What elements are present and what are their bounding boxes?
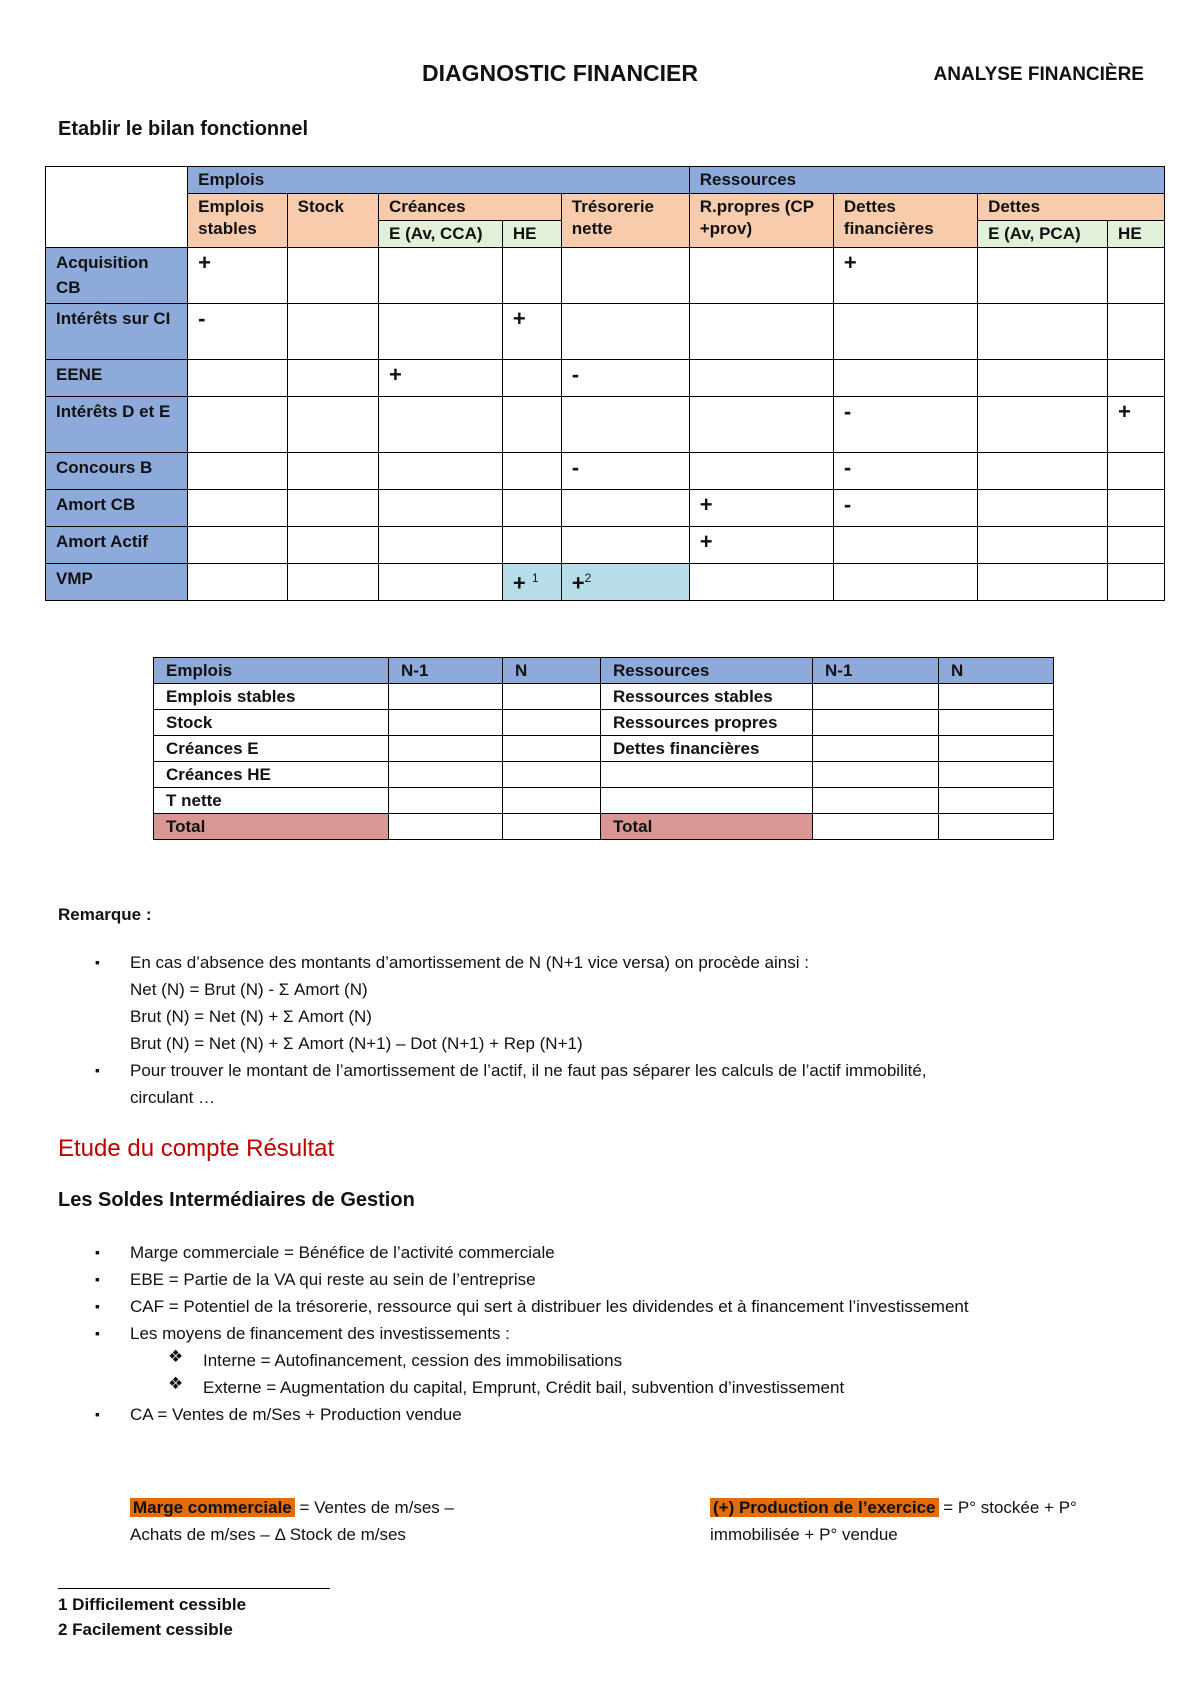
- cell: +: [689, 527, 833, 564]
- cell: [978, 248, 1108, 304]
- cell: [287, 397, 378, 453]
- table-row: [154, 762, 1054, 788]
- cell: [287, 453, 378, 490]
- bullet-icon: ▪: [95, 1325, 100, 1341]
- cell: -: [188, 304, 288, 360]
- cell: [833, 564, 977, 601]
- footnote-1: 1 Difficilement cessible: [58, 1595, 247, 1614]
- formula-marge-rest: = Ventes de m/ses –: [294, 1498, 454, 1517]
- footnote-ref-1: 1: [531, 571, 539, 585]
- col-tresorerie: Trésorerie nette: [561, 194, 689, 248]
- header-emplois: Emplois: [154, 658, 389, 684]
- formula-marge-highlight: Marge commerciale: [130, 1498, 295, 1517]
- diamond-bullet-icon: ❖: [168, 1347, 184, 1366]
- sub-e-av-pca: E (Av, PCA): [978, 221, 1108, 248]
- sub-he: HE: [502, 221, 561, 248]
- cell: [561, 248, 689, 304]
- cell: -: [833, 397, 977, 453]
- bilan-fonctionnel-table: [45, 166, 1165, 601]
- row-label: T nette: [154, 788, 389, 814]
- section-heading-bilan: Etablir le bilan fonctionnel: [58, 118, 309, 140]
- formula-marge-line-2: Achats de m/ses – Δ Stock de m/ses: [130, 1525, 406, 1544]
- bullet-icon: ▪: [95, 1406, 100, 1422]
- cell: -: [833, 453, 977, 490]
- remarque-bullet-1-line-2: Net (N) = Brut (N) - Σ Amort (N): [130, 980, 368, 999]
- table-row: [154, 684, 1054, 710]
- cell: [689, 360, 833, 397]
- bilan-synthese-table: [153, 657, 1054, 840]
- cell: [188, 564, 288, 601]
- table-row: [154, 710, 1054, 736]
- footnote-2: 2 Facilement cessible: [58, 1620, 233, 1639]
- header-n-1-2: N-1: [813, 658, 939, 684]
- cell: [978, 564, 1108, 601]
- cell: [379, 397, 503, 453]
- cell: [689, 248, 833, 304]
- remarque-bullet-2-line-2: circulant …: [130, 1088, 216, 1107]
- table-row: [154, 788, 1054, 814]
- bullet-icon: ▪: [95, 1298, 100, 1314]
- cell: [689, 304, 833, 360]
- cell: [502, 453, 561, 490]
- cell: [379, 527, 503, 564]
- col-emplois-stables: Emplois stables: [188, 194, 288, 248]
- formula-production-highlight: (+) Production de l’exercice: [710, 1498, 939, 1517]
- cell: [1108, 490, 1165, 527]
- cell: [689, 564, 833, 601]
- table-row: [46, 360, 1165, 397]
- row-label: [601, 788, 813, 814]
- header-n-2: N: [939, 658, 1054, 684]
- cell: [502, 360, 561, 397]
- sub-he-2: HE: [1108, 221, 1165, 248]
- cell: [1108, 304, 1165, 360]
- header-n: N: [503, 658, 601, 684]
- cell: [1108, 360, 1165, 397]
- formula-production-line-2: immobilisée + P° vendue: [710, 1525, 898, 1544]
- col-stock: Stock: [287, 194, 378, 248]
- cell: [188, 397, 288, 453]
- cell: [502, 248, 561, 304]
- cell: [689, 397, 833, 453]
- sig-bullet-ca: CA = Ventes de m/Ses + Production vendue: [130, 1405, 462, 1424]
- sig-bullet-ebe: EBE = Partie de la VA qui reste au sein de l’entreprise: [130, 1270, 536, 1289]
- cell: [379, 490, 503, 527]
- remarque-bullet-1-line-1: En cas d’absence des montants d’amortissement de N (N+1 vice versa) on procède ainsi :: [130, 953, 809, 972]
- section-heading-sig: Les Soldes Intermédiaires de Gestion: [58, 1189, 415, 1211]
- diamond-bullet-icon: ❖: [168, 1374, 184, 1393]
- cell: [379, 453, 503, 490]
- table-row: [46, 397, 1165, 453]
- cell: [379, 304, 503, 360]
- cell: [287, 564, 378, 601]
- cell: [502, 490, 561, 527]
- formula-production-rest: = P° stockée + P°: [938, 1498, 1077, 1517]
- row-label: Créances E: [154, 736, 389, 762]
- cell: [561, 397, 689, 453]
- cell: +: [188, 248, 288, 304]
- cell: [561, 304, 689, 360]
- remarque-bullet-2-line-1: Pour trouver le montant de l’amortissement de l’actif, il ne faut pas séparer les calculs de l’actif immobilité,: [130, 1061, 927, 1080]
- cell: -: [561, 360, 689, 397]
- row-label: EENE: [46, 360, 188, 397]
- cell: [978, 453, 1108, 490]
- col-dettes-financieres: Dettes financières: [833, 194, 977, 248]
- bullet-icon: ▪: [95, 1271, 100, 1287]
- cell: [1108, 564, 1165, 601]
- row-label: Ressources propres: [601, 710, 813, 736]
- cell: [502, 527, 561, 564]
- cell: [379, 564, 503, 601]
- cell: [188, 490, 288, 527]
- cell: [287, 527, 378, 564]
- cell: [978, 490, 1108, 527]
- sub-e-av-cca: E (Av, CCA): [379, 221, 503, 248]
- table-row-total: [154, 814, 1054, 840]
- table-corner: [46, 167, 188, 248]
- cell: [287, 360, 378, 397]
- cell: +: [502, 304, 561, 360]
- sig-bullet-financement: Les moyens de financement des investissements :: [130, 1324, 510, 1343]
- row-label: Acquisition CB: [46, 248, 188, 304]
- group-emplois: Emplois: [188, 167, 690, 194]
- cell: [287, 304, 378, 360]
- cell: [689, 453, 833, 490]
- cell: [287, 490, 378, 527]
- table-row: [154, 736, 1054, 762]
- cell: [833, 527, 977, 564]
- cell-sign: +: [512, 570, 526, 596]
- sig-bullet-marge: Marge commerciale = Bénéfice de l’activité commerciale: [130, 1243, 555, 1262]
- col-creances: Créances: [379, 194, 562, 221]
- row-label: Emplois stables: [154, 684, 389, 710]
- sig-sub-externe: Externe = Augmentation du capital, Emprunt, Crédit bail, subvention d’investissement: [203, 1378, 845, 1397]
- cell: +: [833, 248, 977, 304]
- table-row: [46, 564, 1165, 601]
- row-label: Intérêts sur CI: [46, 304, 188, 360]
- row-label: Stock: [154, 710, 389, 736]
- cell-vmp-treso: [561, 564, 689, 601]
- sig-bullet-caf: CAF = Potentiel de la trésorerie, ressource qui sert à distribuer les dividendes et à financement l’investissement: [130, 1297, 969, 1316]
- bullet-icon: ▪: [95, 1062, 100, 1078]
- cell-vmp-he: [502, 564, 561, 601]
- row-label: Ressources stables: [601, 684, 813, 710]
- cell: [379, 248, 503, 304]
- cell: [561, 490, 689, 527]
- header-ressources: Ressources: [601, 658, 813, 684]
- table-row: [46, 527, 1165, 564]
- row-label: Amort Actif: [46, 527, 188, 564]
- cell: +: [689, 490, 833, 527]
- cell: [188, 360, 288, 397]
- cell: [833, 360, 977, 397]
- cell: [978, 527, 1108, 564]
- row-label: Concours B: [46, 453, 188, 490]
- table-row: [46, 248, 1165, 304]
- cell-sign: +: [571, 570, 585, 596]
- cell: [561, 527, 689, 564]
- remarque-bullet-1-line-4: Brut (N) = Net (N) + Σ Amort (N+1) – Dot (N+1) + Rep (N+1): [130, 1034, 583, 1053]
- row-label: [601, 762, 813, 788]
- cell: [188, 527, 288, 564]
- group-ressources: Ressources: [689, 167, 1164, 194]
- cell: [1108, 453, 1165, 490]
- cell: [1108, 248, 1165, 304]
- cell: +: [379, 360, 503, 397]
- cell: [978, 360, 1108, 397]
- section-heading-resultat: Etude du compte Résultat: [58, 1135, 335, 1162]
- cell: [978, 397, 1108, 453]
- row-label: Amort CB: [46, 490, 188, 527]
- remarque-bullet-1-line-3: Brut (N) = Net (N) + Σ Amort (N): [130, 1007, 372, 1026]
- formula-marge-line-1: [130, 1494, 454, 1521]
- remarque-label: Remarque :: [58, 905, 152, 924]
- row-label: Intérêts D et E: [46, 397, 188, 453]
- cell: [1108, 527, 1165, 564]
- row-label: VMP: [46, 564, 188, 601]
- cell: [287, 248, 378, 304]
- page-subject: ANALYSE FINANCIÈRE: [933, 64, 1144, 85]
- bullet-icon: ▪: [95, 1244, 100, 1260]
- row-label: Dettes financières: [601, 736, 813, 762]
- row-label: Créances HE: [154, 762, 389, 788]
- footnote-divider: [58, 1588, 330, 1589]
- total-label-ressources: Total: [601, 814, 813, 840]
- col-dettes: Dettes: [978, 194, 1165, 221]
- sig-sub-interne: Interne = Autofinancement, cession des immobilisations: [203, 1351, 623, 1370]
- col-rpropres: R.propres (CP +prov): [689, 194, 833, 248]
- cell: [978, 304, 1108, 360]
- table-row: [46, 453, 1165, 490]
- formula-production-line-1: [710, 1494, 1077, 1521]
- table-row: [46, 490, 1165, 527]
- cell: [833, 304, 977, 360]
- cell: -: [833, 490, 977, 527]
- cell: +: [1108, 397, 1165, 453]
- table-row: [46, 304, 1165, 360]
- header-n-1: N-1: [389, 658, 503, 684]
- total-label-emplois: Total: [154, 814, 389, 840]
- cell: -: [561, 453, 689, 490]
- cell: [188, 453, 288, 490]
- footnote-ref-2: 2: [584, 571, 592, 585]
- cell: [502, 397, 561, 453]
- bullet-icon: ▪: [95, 954, 100, 970]
- page-title: DIAGNOSTIC FINANCIER: [422, 60, 698, 86]
